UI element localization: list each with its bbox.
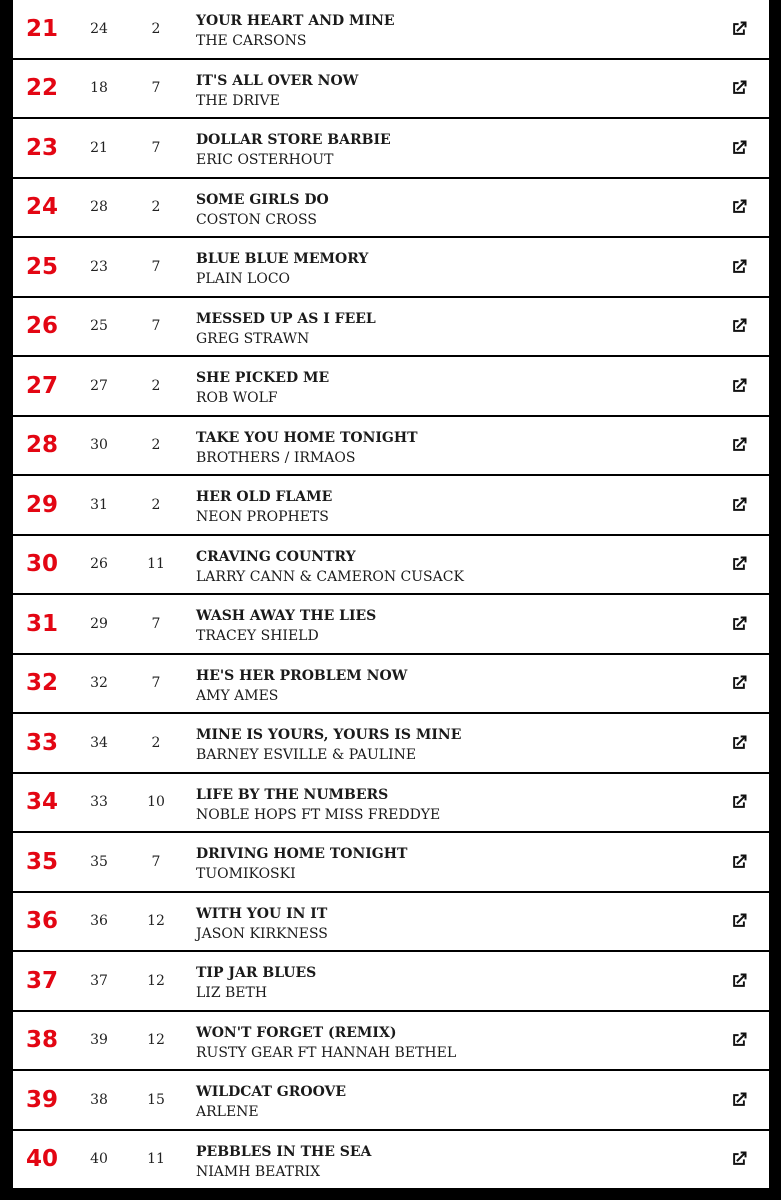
external-link-button[interactable]	[729, 197, 749, 217]
weeks-on-chart: 7	[151, 139, 161, 156]
external-link-icon	[729, 1090, 749, 1110]
chart-entry-row	[13, 536, 769, 594]
song-title: HER OLD FLAME	[196, 489, 333, 505]
song-title: BLUE BLUE MEMORY	[196, 251, 369, 267]
artist-name: TUOMIKOSKI	[196, 866, 296, 882]
chart-position: 29	[25, 491, 58, 518]
external-link-button[interactable]	[729, 673, 749, 693]
external-link-button[interactable]	[729, 316, 749, 336]
chart-position: 31	[25, 610, 58, 637]
artist-name: GREG STRAWN	[196, 330, 310, 347]
song-info	[196, 547, 676, 588]
last-week-position: 24	[90, 20, 108, 37]
external-link-icon	[729, 554, 749, 574]
external-link-button[interactable]	[729, 78, 749, 98]
artist-name: NOBLE HOPS FT MISS FREDDYE	[196, 806, 441, 823]
weeks-on-chart: 7	[151, 615, 161, 632]
weeks-on-chart: 2	[151, 437, 161, 454]
last-week-position: 30	[90, 437, 108, 454]
song-title: WILDCAT GROOVE	[196, 1084, 347, 1100]
song-info	[196, 904, 676, 945]
artist-name: PLAIN LOCO	[196, 271, 291, 287]
song-title: DRIVING HOME TONIGHT	[196, 846, 408, 862]
weeks-on-chart: 2	[151, 20, 161, 37]
song-title: HE'S HER PROBLEM NOW	[196, 667, 408, 684]
last-week-position: 39	[90, 1032, 108, 1049]
artist-name: JASON KIRKNESS	[196, 925, 328, 942]
song-title: WASH AWAY THE LIES	[196, 608, 377, 624]
chart-position: 30	[25, 551, 58, 578]
chart-position: 25	[25, 253, 58, 280]
external-link-icon	[729, 1149, 749, 1169]
song-title: MESSED UP AS I FEEL	[196, 310, 376, 327]
song-info	[196, 309, 676, 350]
song-title: IT'S ALL OVER NOW	[196, 72, 359, 89]
chart-entry-row	[13, 357, 769, 415]
external-link-button[interactable]	[729, 733, 749, 753]
weeks-on-chart: 12	[147, 913, 165, 930]
external-link-button[interactable]	[729, 376, 749, 396]
weeks-on-chart: 7	[151, 318, 161, 335]
external-link-icon	[729, 971, 749, 991]
external-link-button[interactable]	[729, 19, 749, 39]
chart-entry-row	[13, 60, 769, 118]
external-link-icon	[729, 257, 749, 277]
song-info	[196, 249, 676, 290]
chart-position: 28	[25, 432, 58, 459]
last-week-position: 23	[90, 258, 108, 275]
external-link-button[interactable]	[729, 911, 749, 931]
song-info	[196, 1023, 676, 1064]
artist-name: NEON PROPHETS	[196, 509, 329, 525]
artist-name: ARLENE	[196, 1104, 259, 1120]
external-link-button[interactable]	[729, 1090, 749, 1110]
chart-entry-row	[13, 417, 769, 475]
weeks-on-chart: 7	[151, 80, 161, 97]
chart-list	[13, 0, 769, 1190]
song-info	[196, 130, 676, 171]
weeks-on-chart: 11	[147, 1151, 165, 1168]
artist-name: COSTON CROSS	[196, 211, 317, 228]
external-link-button[interactable]	[729, 138, 749, 158]
song-title: SHE PICKED ME	[196, 370, 330, 386]
artist-name: NIAMH BEATRIX	[196, 1163, 321, 1180]
song-title: TAKE YOU HOME TONIGHT	[196, 429, 418, 446]
chart-position: 32	[25, 670, 58, 697]
last-week-position: 29	[90, 615, 108, 632]
external-link-button[interactable]	[729, 1149, 749, 1169]
chart-position: 26	[25, 313, 58, 340]
external-link-icon	[729, 1030, 749, 1050]
song-info	[196, 1082, 676, 1123]
song-info	[196, 368, 676, 409]
song-title: SOME GIRLS DO	[196, 191, 329, 208]
chart-entry-row	[13, 179, 769, 237]
external-link-button[interactable]	[729, 495, 749, 515]
weeks-on-chart: 2	[151, 199, 161, 216]
song-info	[196, 428, 676, 469]
chart-entry-row	[13, 714, 769, 772]
chart-position: 34	[25, 789, 58, 816]
external-link-icon	[729, 792, 749, 812]
chart-entry-row	[13, 893, 769, 951]
song-info	[196, 666, 676, 707]
chart-position: 27	[25, 372, 58, 399]
weeks-on-chart: 7	[151, 675, 161, 692]
weeks-on-chart: 7	[151, 258, 161, 275]
external-link-button[interactable]	[729, 435, 749, 455]
weeks-on-chart: 2	[151, 496, 161, 513]
last-week-position: 35	[90, 853, 108, 870]
song-title: PEBBLES IN THE SEA	[196, 1143, 372, 1160]
artist-name: LIZ BETH	[196, 985, 268, 1001]
chart-position: 24	[25, 194, 58, 221]
chart-position: 36	[25, 908, 58, 935]
last-week-position: 36	[90, 913, 108, 930]
song-info	[196, 606, 676, 647]
song-info	[196, 963, 676, 1004]
song-title: CRAVING COUNTRY	[196, 548, 356, 565]
song-info	[196, 1142, 676, 1183]
external-link-button[interactable]	[729, 554, 749, 574]
artist-name: THE DRIVE	[196, 92, 280, 109]
chart-entry-row	[13, 655, 769, 713]
external-link-button[interactable]	[729, 614, 749, 634]
external-link-icon	[729, 138, 749, 158]
last-week-position: 31	[90, 496, 108, 513]
artist-name: LARRY CANN & CAMERON CUSACK	[196, 568, 464, 585]
last-week-position: 18	[90, 80, 108, 97]
chart-entry-row	[13, 774, 769, 832]
chart-position: 38	[25, 1027, 58, 1054]
external-link-icon	[729, 495, 749, 515]
last-week-position: 27	[90, 377, 108, 394]
artist-name: BROTHERS / IRMAOS	[196, 449, 356, 466]
external-link-icon	[729, 911, 749, 931]
external-link-icon	[729, 197, 749, 217]
song-info	[196, 487, 676, 528]
chart-position: 23	[25, 134, 58, 161]
chart-entry-row	[13, 1131, 769, 1189]
weeks-on-chart: 7	[151, 853, 161, 870]
weeks-on-chart: 2	[151, 377, 161, 394]
chart-entry-row	[13, 119, 769, 177]
chart-entry-row	[13, 595, 769, 653]
weeks-on-chart: 15	[147, 1091, 165, 1108]
external-link-icon	[729, 673, 749, 693]
song-info	[196, 725, 676, 766]
chart-entry-row	[13, 833, 769, 891]
external-link-icon	[729, 316, 749, 336]
external-link-icon	[729, 435, 749, 455]
chart-entry-row	[13, 0, 769, 58]
external-link-icon	[729, 19, 749, 39]
song-info	[196, 71, 676, 112]
external-link-icon	[729, 733, 749, 753]
last-week-position: 33	[90, 794, 108, 811]
song-title: MINE IS YOURS, YOURS IS MINE	[196, 727, 462, 743]
weeks-on-chart: 11	[147, 556, 165, 573]
song-info	[196, 11, 676, 52]
chart-position: 40	[25, 1146, 58, 1173]
chart-entry-row	[13, 952, 769, 1010]
chart-position: 35	[25, 848, 58, 875]
song-title: WITH YOU IN IT	[196, 905, 328, 922]
external-link-button[interactable]	[729, 1030, 749, 1050]
external-link-icon	[729, 614, 749, 634]
chart-position: 21	[25, 15, 58, 42]
artist-name: TRACEY SHIELD	[196, 628, 319, 644]
chart-entry-row	[13, 238, 769, 296]
artist-name: ROB WOLF	[196, 390, 278, 406]
artist-name: THE CARSONS	[196, 33, 307, 49]
last-week-position: 21	[90, 139, 108, 156]
external-link-button[interactable]	[729, 852, 749, 872]
external-link-button[interactable]	[729, 257, 749, 277]
chart-position: 22	[25, 75, 58, 102]
last-week-position: 40	[90, 1151, 108, 1168]
chart-entry-row	[13, 476, 769, 534]
song-info	[196, 844, 676, 885]
chart-entry-row	[13, 298, 769, 356]
external-link-icon	[729, 78, 749, 98]
external-link-button[interactable]	[729, 971, 749, 991]
chart-position: 33	[25, 729, 58, 756]
song-info	[196, 785, 676, 826]
artist-name: RUSTY GEAR FT HANNAH BETHEL	[196, 1044, 457, 1061]
weeks-on-chart: 2	[151, 734, 161, 751]
last-week-position: 32	[90, 675, 108, 692]
weeks-on-chart: 12	[147, 972, 165, 989]
weeks-on-chart: 10	[147, 794, 165, 811]
chart-entry-row	[13, 1012, 769, 1070]
last-week-position: 34	[90, 734, 108, 751]
artist-name: ERIC OSTERHOUT	[196, 152, 334, 168]
weeks-on-chart: 12	[147, 1032, 165, 1049]
artist-name: BARNEY ESVILLE & PAULINE	[196, 747, 417, 763]
artist-name: AMY AMES	[196, 687, 279, 704]
external-link-icon	[729, 376, 749, 396]
song-title: DOLLAR STORE BARBIE	[196, 132, 391, 148]
song-info	[196, 190, 676, 231]
last-week-position: 26	[90, 556, 108, 573]
song-title: TIP JAR BLUES	[196, 965, 317, 981]
chart-position: 37	[25, 967, 58, 994]
song-title: LIFE BY THE NUMBERS	[196, 786, 389, 803]
external-link-button[interactable]	[729, 792, 749, 812]
chart-entry-row	[13, 1071, 769, 1129]
song-title: YOUR HEART AND MINE	[196, 13, 395, 29]
last-week-position: 38	[90, 1091, 108, 1108]
last-week-position: 37	[90, 972, 108, 989]
last-week-position: 25	[90, 318, 108, 335]
chart-position: 39	[25, 1086, 58, 1113]
external-link-icon	[729, 852, 749, 872]
song-title: WON'T FORGET (REMIX)	[196, 1024, 397, 1041]
last-week-position: 28	[90, 199, 108, 216]
